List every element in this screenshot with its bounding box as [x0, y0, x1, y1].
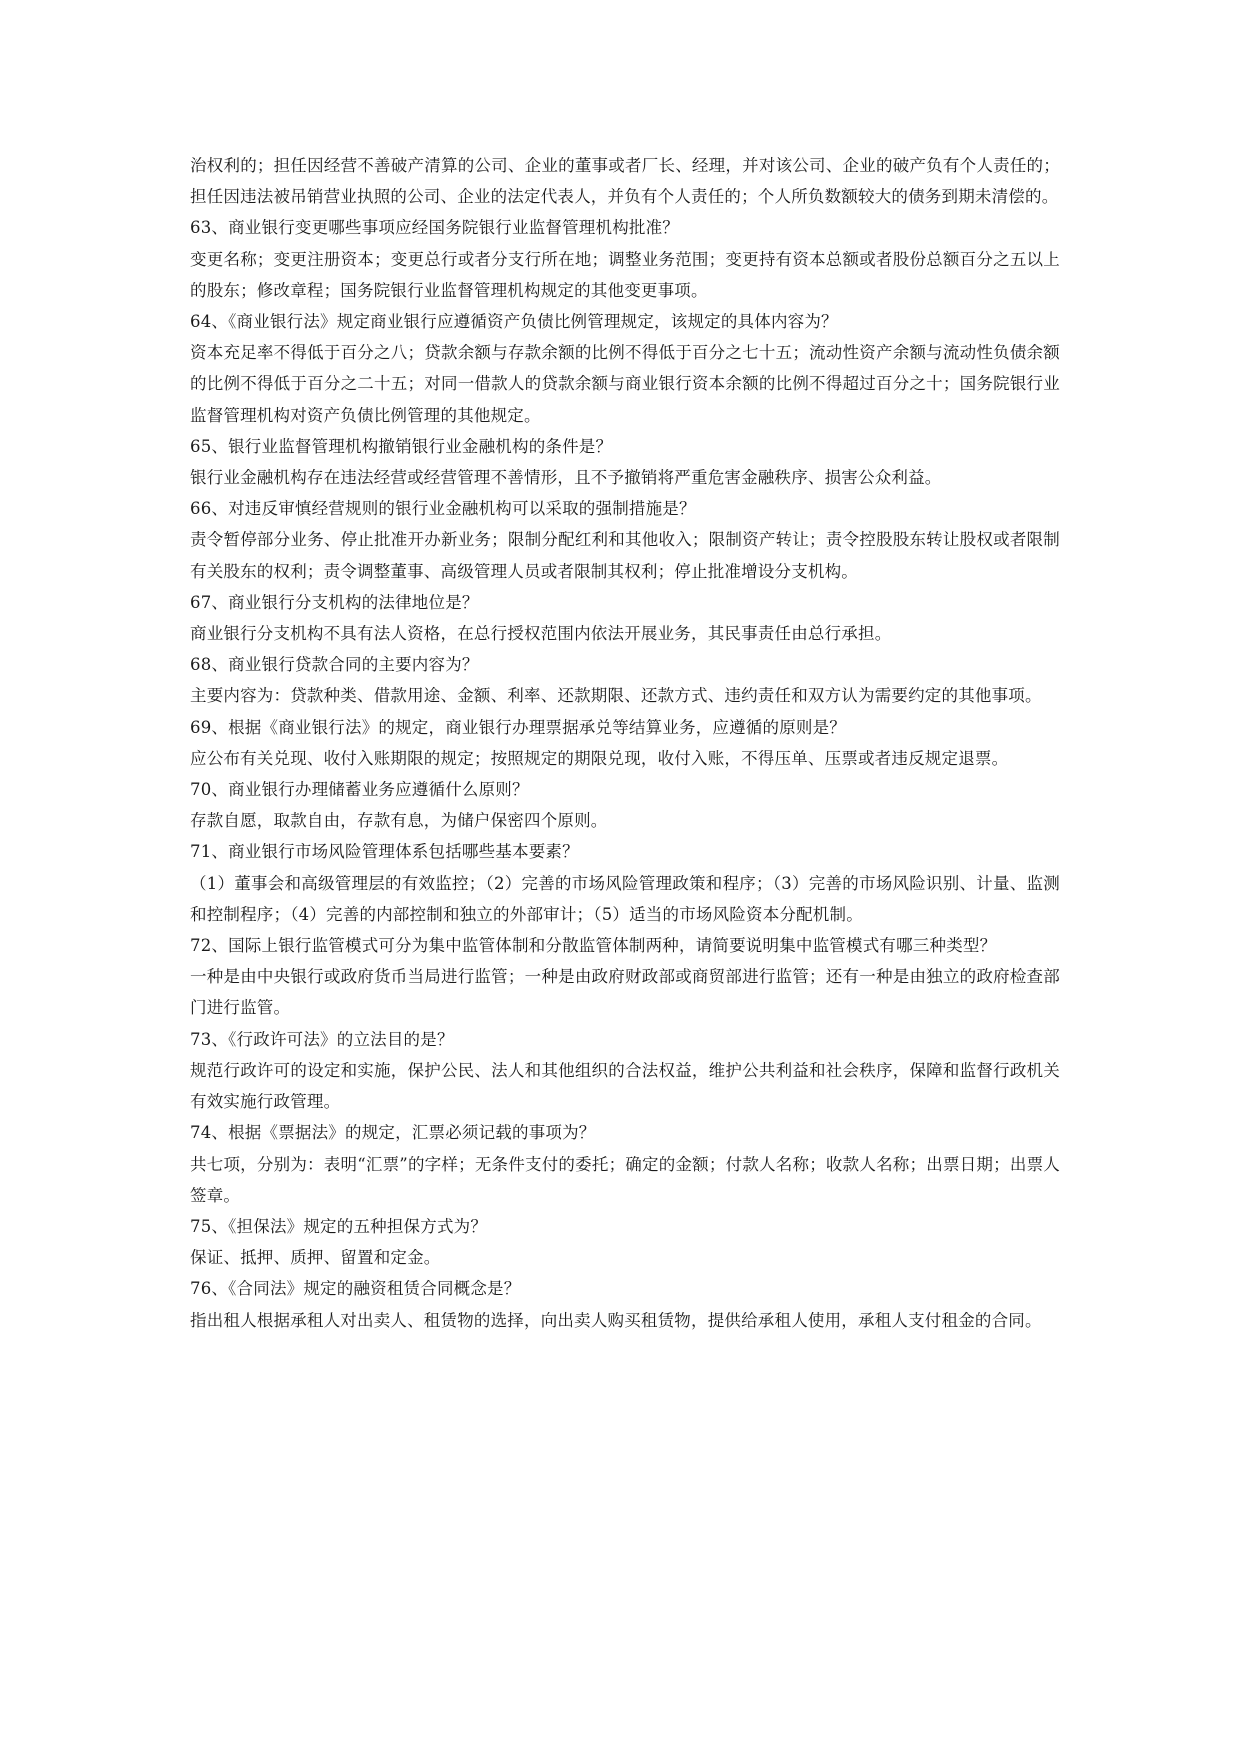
question-76: 76、《合同法》规定的融资租赁合同概念是？	[190, 1279, 521, 1299]
question-73: 73、《行政许可法》的立法目的是？	[190, 1029, 454, 1049]
question-71: 71、商业银行市场风险管理体系包括哪些基本要素？	[190, 842, 579, 862]
answer-65: 银行业金融机构存在违法经营或经营管理不善情形，且不予撤销将严重危害金融秩序、损害公众利益。	[190, 468, 942, 488]
answer-70: 存款自愿，取款自由，存款有息，为储户保密四个原则。	[190, 811, 608, 831]
question-74: 74、根据《票据法》的规定，汇票必须记载的事项为？	[190, 1123, 596, 1143]
question-64: 64、《商业银行法》规定商业银行应遵循资产负债比例管理规定，该规定的具体内容为？	[190, 312, 838, 332]
question-69: 69、根据《商业银行法》的规定，商业银行办理票据承兑等结算业务，应遵循的原则是？	[190, 717, 846, 737]
answer-67: 商业银行分支机构不具有法人资格，在总行授权范围内依法开展业务，其民事责任由总行承担。	[190, 624, 892, 644]
answer-69: 应公布有关兑现、收付入账期限的规定；按照规定的期限兑现，收付入账，不得压单、压票或者违反规定退票。	[190, 748, 1009, 768]
answer-72: 一种是由中央银行或政府货币当局进行监管；一种是由政府财政部或商贸部进行监管；还有一种是由独立的政府检查部门进行监管。	[190, 967, 1060, 1018]
question-66: 66、对违反审慎经营规则的银行业金融机构可以采取的强制措施是？	[190, 499, 696, 519]
answer-75: 保证、抵押、质押、留置和定金。	[190, 1248, 441, 1268]
answer-76: 指出租人根据承租人对出卖人、租赁物的选择，向出卖人购买租赁物，提供给承租人使用，承租人支付租金的合同。	[190, 1310, 1042, 1330]
answer-64: 资本充足率不得低于百分之八；贷款余额与存款余额的比例不得低于百分之七十五；流动性资产余额与流动性负债余额的比例不得低于百分之二十五；对同一借款人的贷款余额与商业银行资本余额的比例不得超过百分之十；国务院银行业监督管理机构对资产负债比例管理的其他规定。	[190, 343, 1060, 425]
answer-68: 主要内容为：贷款种类、借款用途、金额、利率、还款期限、还款方式、违约责任和双方认为需要约定的其他事项。	[190, 686, 1042, 706]
question-68: 68、商业银行贷款合同的主要内容为？	[190, 655, 479, 675]
answer-66: 责令暂停部分业务、停止批准开办新业务；限制分配红利和其他收入；限制资产转让；责令控股股东转让股权或者限制有关股东的权利；责令调整董事、高级管理人员或者限制其权利；停止批准增设分支机构。	[190, 530, 1060, 581]
document-page	[190, 150, 1060, 1336]
question-63: 63、商业银行变更哪些事项应经国务院银行业监督管理机构批准？	[190, 218, 679, 238]
question-67: 67、商业银行分支机构的法律地位是？	[190, 592, 479, 612]
question-75: 75、《担保法》规定的五种担保方式为？	[190, 1216, 488, 1236]
answer-71: （1）董事会和高级管理层的有效监控；（2）完善的市场风险管理政策和程序；（3）完善的市场风险识别、计量、监测和控制程序；（4）完善的内部控制和独立的外部审计；（5）适当的市场风险资本分配机制。	[190, 873, 1060, 924]
question-72: 72、国际上银行监管模式可分为集中监管体制和分散监管体制两种，请简要说明集中监管模式有哪三种类型？	[190, 936, 997, 956]
answer-63: 变更名称；变更注册资本；变更总行或者分支行所在地；调整业务范围；变更持有资本总额或者股份总额百分之五以上的股东；修改章程；国务院银行业监督管理机构规定的其他变更事项。	[190, 249, 1060, 300]
question-65: 65、银行业监督管理机构撤销银行业金融机构的条件是？	[190, 436, 613, 456]
intro-paragraph: 治权利的；担任因经营不善破产清算的公司、企业的董事或者厂长、经理，并对该公司、企业的破产负有个人责任的；担任因违法被吊销营业执照的公司、企业的法定代表人，并负有个人责任的；个人所负数额较大的债务到期未清偿的。	[190, 156, 1060, 207]
question-70: 70、商业银行办理储蓄业务应遵循什么原则？	[190, 780, 529, 800]
answer-74: 共七项，分别为：表明“汇票”的字样；无条件支付的委托；确定的金额；付款人名称；收款人名称；出票日期；出票人签章。	[190, 1154, 1060, 1205]
answer-73: 规范行政许可的设定和实施，保护公民、法人和其他组织的合法权益，维护公共利益和社会秩序，保障和监督行政机关有效实施行政管理。	[190, 1060, 1060, 1112]
